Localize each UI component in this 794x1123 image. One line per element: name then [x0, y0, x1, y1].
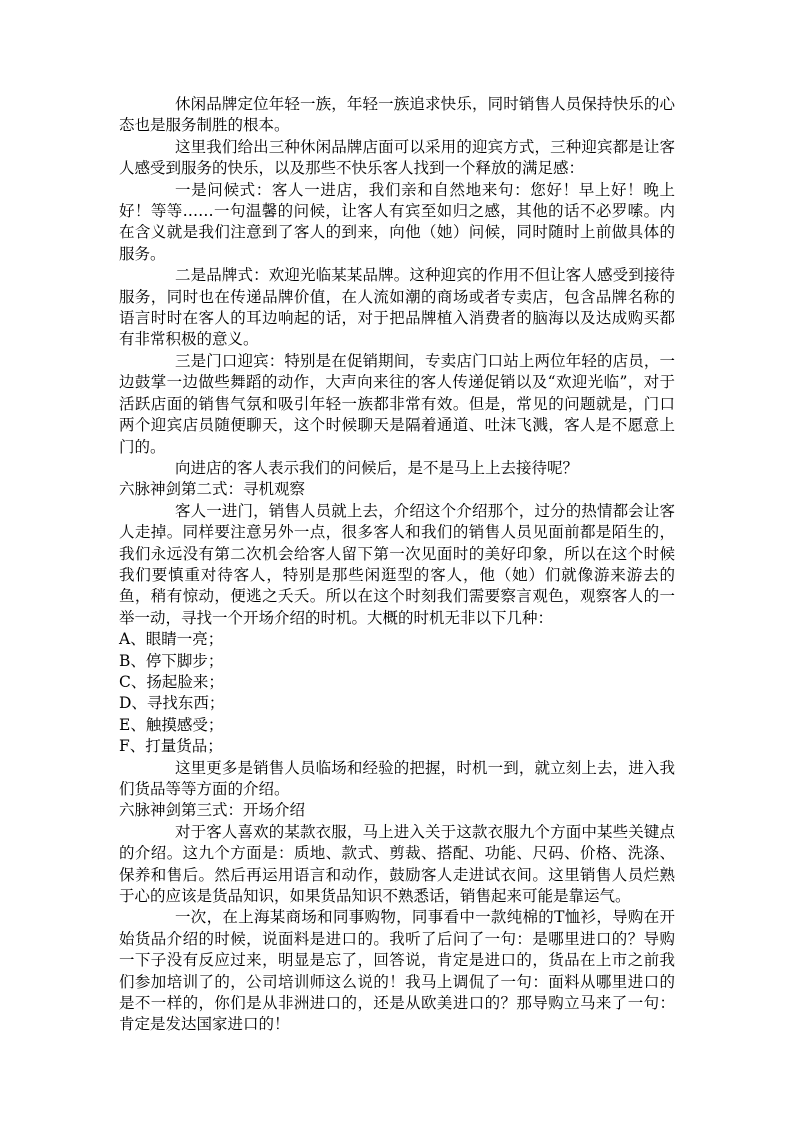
- document-body: [119, 94, 675, 1036]
- paragraph-intro: 休闲品牌定位年轻一族，年轻一族追求快乐，同时销售人员保持快乐的心态也是服务制胜的根本。: [119, 95, 675, 135]
- paragraph-observe: 客人一进门，销售人员就上去，介绍这个介绍那个，过分的热情都会让客人走掉。同样要注意另外一点，很多客人和我们的销售人员见面前都是陌生的，我们永远没有第二次机会给客人留下第一次见面时的美好印象，所以在这个时候我们要慎重对待客人，特别是那些闲逛型的客人，他（她）们就像游来游去的鱼，稍有惊动，便逃之夭夭。所以在这个时刻我们需要察言观色，观察客人的一举一动，寻找一个开场介绍的时机。大概的时机无非以下几种：: [119, 501, 675, 627]
- list-item: A、眼睛一亮；: [119, 630, 224, 649]
- paragraph-greeting-style: 一是问候式：客人一进店，我们亲和自然地来句：您好！早上好！晚上好！等等……一句温馨的问候，让客人有宾至如归之感，其他的话不必罗嗦。内在含义就是我们注意到了客人的到来，向他（她）问候，同时随时上前做具体的服务。: [119, 180, 675, 263]
- paragraph-brand-style: 二是品牌式：欢迎光临某某品牌。这种迎宾的作用不但让客人感受到接待服务，同时也在传递品牌价值，在人流如潮的商场或者专卖店，包含品牌名称的语言时时在客人的耳边响起的话，对于把品牌植入消费者的脑海以及达成购买都有非常积极的意义。: [119, 266, 675, 349]
- list-item: C、扬起脸来；: [119, 672, 224, 691]
- section-heading-third: 六脉神剑第三式：开场介绍: [119, 801, 306, 820]
- paragraph-introduction-points: 对于客人喜欢的某款衣服，马上进入关于这款衣服九个方面中某些关键点的介绍。这九个方面是：质地、款式、剪裁、搭配、功能、尺码、价格、洗涤、保养和售后。然后再运用语言和动作，鼓励客人走进试衣间。这里销售人员烂熟于心的应该是货品知识，如果货品知识不熟悉话，销售起来可能是靠运气。: [119, 822, 675, 906]
- list-item: E、触摸感受；: [119, 715, 224, 734]
- paragraph-door-greeting: 三是门口迎宾：特别是在促销期间，专卖店门口站上两位年轻的店员，一边鼓掌一边做些舞蹈的动作，大声向来往的客人传递促销以及“欢迎光临”，对于活跃店面的销售气氛和吸引年轻一族都非常有效。但是，常见的问题就是，门口两个迎宾店员随便聊天，这个时候聊天是隔着通道、吐沫飞溅，客人是不愿意上门的。: [119, 351, 675, 456]
- list-item: F、打量货品；: [119, 737, 223, 756]
- paragraph-anecdote: 一次，在上海某商场和同事购物，同事看中一款纯棉的T恤衫，导购在开始货品介绍的时候，说面料是进口的。我听了后问了一句：是哪里进口的？导购一下子没有反应过来，明显是忘了，回答说，肯定是进口的，货品在上市之前我们参加培训了的，公司培训师这么说的！我马上调侃了一句：面料从哪里进口的是不一样的，你们是从非洲进口的，还是从欧美进口的？那导购立马来了一句：肯定是发达国家进口的！: [119, 908, 675, 1034]
- paragraph-three-greetings: 这里我们给出三种休闲品牌店面可以采用的迎宾方式，三种迎宾都是让客人感受到服务的快乐，以及那些不快乐客人找到一个释放的满足感：: [119, 137, 675, 178]
- list-item: B、停下脚步；: [119, 651, 224, 670]
- paragraph-question: 向进店的客人表示我们的问候后，是不是马上上去接待呢？: [175, 458, 579, 477]
- section-heading-second: 六脉神剑第二式：寻机观察: [119, 480, 306, 499]
- list-item: D、寻找东西；: [119, 694, 225, 713]
- paragraph-timing: 这里更多是销售人员临场和经验的把握，时机一到，就立刻上去，进入我们货品等等方面的介绍。: [119, 758, 675, 798]
